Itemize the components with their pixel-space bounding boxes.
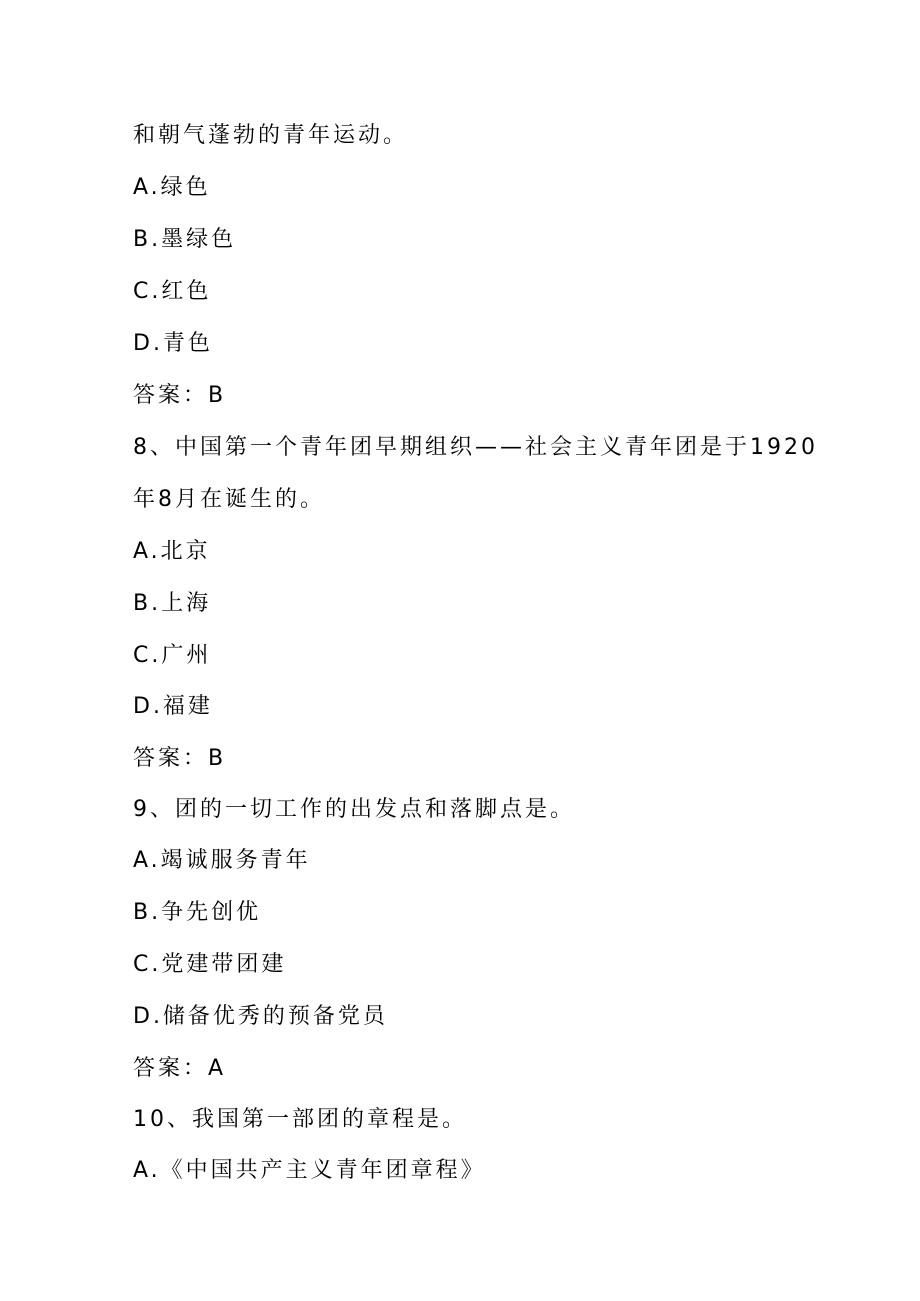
q8-option-a: A.北京 bbox=[133, 539, 211, 564]
q8-question-line-2: 年8月在诞生的。 bbox=[133, 487, 325, 512]
q7-option-c: C.红色 bbox=[133, 279, 212, 304]
text-line-q7-continuation: 和朝气蓬勃的青年运动。 bbox=[133, 123, 409, 148]
q8-answer: 答案：B bbox=[133, 746, 227, 771]
q8-option-c: C.广州 bbox=[133, 643, 212, 668]
q9-answer: 答案：A bbox=[133, 1056, 227, 1081]
q8-option-b: B.上海 bbox=[133, 591, 212, 616]
q9-option-b: B.争先创优 bbox=[133, 900, 262, 925]
q8-question-line-1: 8、中国第一个青年团早期组织——社会主义青年团是于1920 bbox=[133, 435, 818, 460]
q10-question: 10、我国第一部团的章程是。 bbox=[133, 1107, 467, 1132]
q7-option-a: A.绿色 bbox=[133, 175, 211, 200]
q8-option-d: D.福建 bbox=[133, 694, 213, 719]
q7-answer: 答案：B bbox=[133, 383, 227, 408]
q9-option-a: A.竭诚服务青年 bbox=[133, 848, 311, 873]
q9-question: 9、团的一切工作的出发点和落脚点是。 bbox=[133, 797, 575, 822]
q7-option-b: B.墨绿色 bbox=[133, 227, 237, 252]
q9-option-d: D.储备优秀的预备党员 bbox=[133, 1004, 388, 1029]
q9-option-c: C.党建带团建 bbox=[133, 952, 287, 977]
q7-option-d: D.青色 bbox=[133, 331, 213, 356]
q10-option-a: A.《中国共产主义青年团章程》 bbox=[133, 1158, 486, 1183]
